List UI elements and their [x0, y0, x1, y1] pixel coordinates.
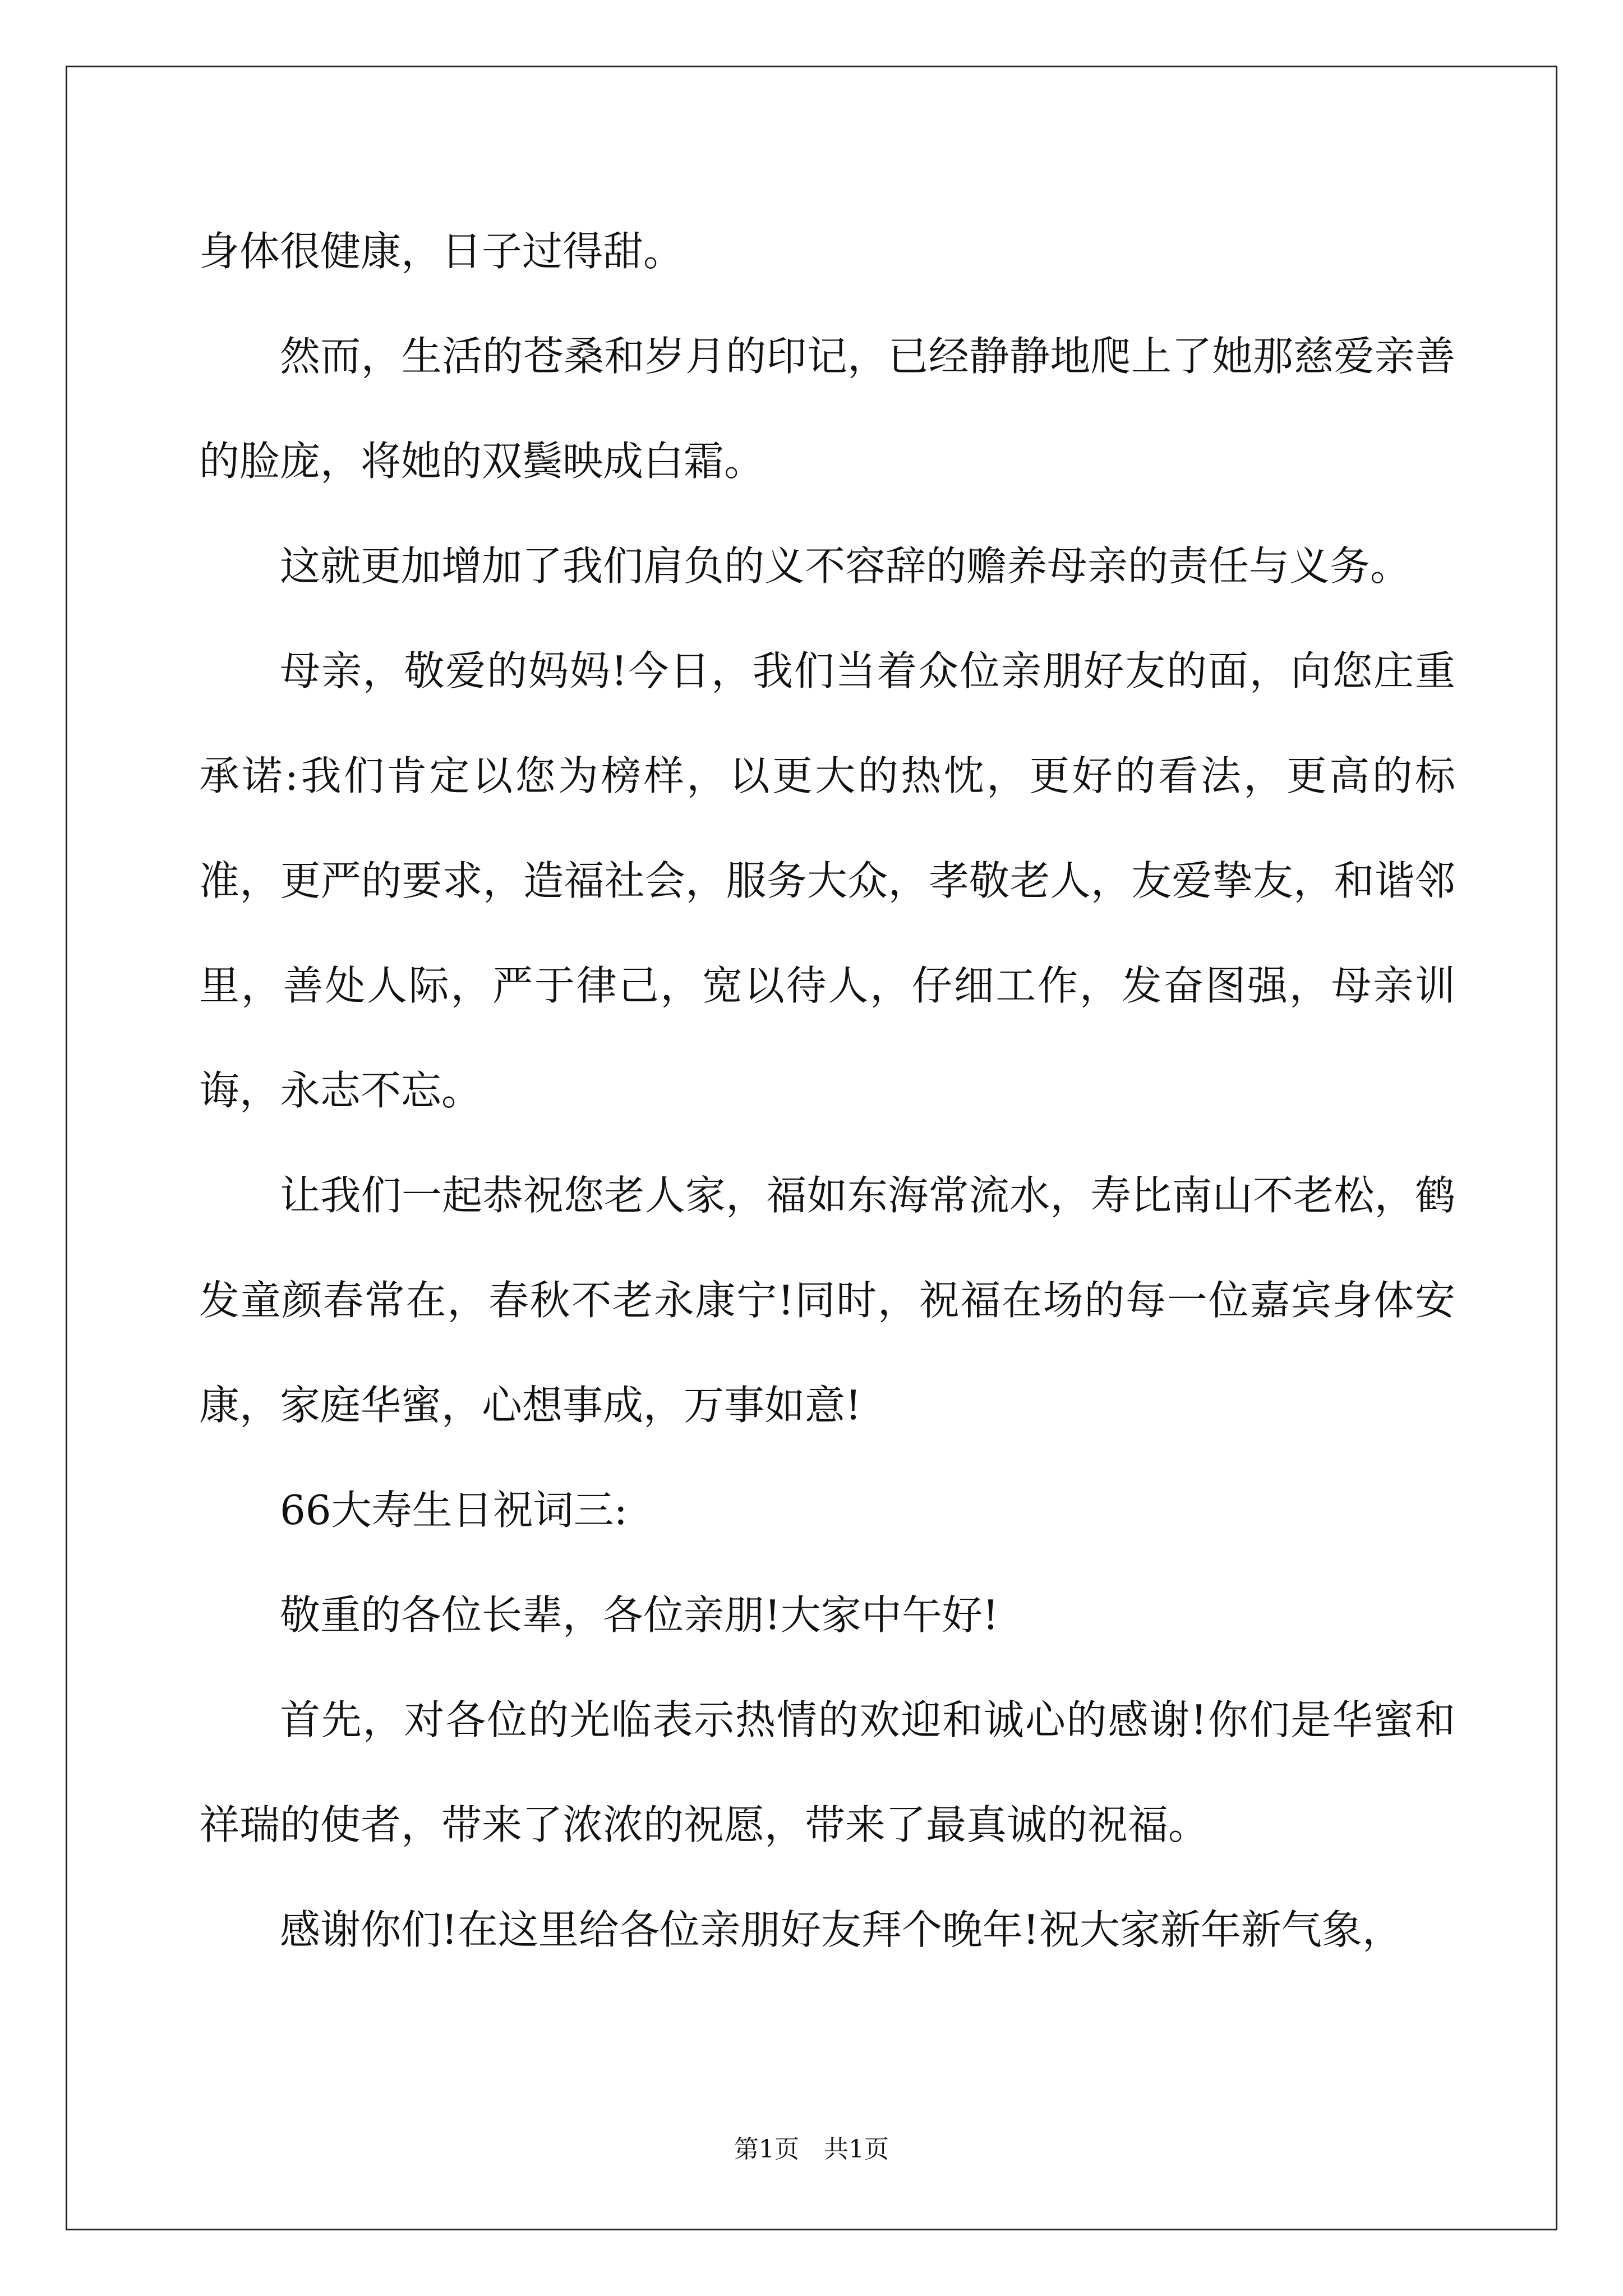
paragraph-2: 然而，生活的苍桑和岁月的印记，已经静静地爬上了她那慈爱亲善的脸庞，将她的双鬓映成白霜。 — [199, 333, 1455, 485]
paragraph-8: 感谢你们!在这里给各位亲朋好友拜个晚年!祝大家新年新气象， — [280, 1906, 1403, 1953]
document-body — [199, 199, 1455, 1982]
paragraph-3: 这就更加增加了我们肩负的义不容辞的赡养母亲的责任与义务。 — [280, 542, 1411, 590]
paragraph-1: 身体很健康，日子过得甜。 — [199, 228, 684, 275]
paragraph-4: 母亲，敬爱的妈妈!今日，我们当着众位亲朋好友的面，向您庄重承诺:我们肯定以您为榜样，以更大的热忱，更好的看法，更高的标准，更严的要求，造福社会，服务大众，孝敬老人，友爱挚友，和谐邻里，善处人际，严于律己，宽以待人，仔细工作，发奋图强，母亲训诲，永志不忘。 — [199, 647, 1455, 1114]
paragraph-7: 首先，对各位的光临表示热情的欢迎和诚心的感谢!你们是华蜜和祥瑞的使者，带来了浓浓的祝愿，带来了最真诚的祝福。 — [199, 1696, 1455, 1848]
page-footer: 第1页 共1页 — [734, 2135, 889, 2164]
paragraph-5: 让我们一起恭祝您老人家，福如东海常流水，寿比南山不老松，鹤发童颜春常在，春秋不老永康宁!同时，祝福在场的每一位嘉宾身体安康，家庭华蜜，心想事成，万事如意! — [199, 1172, 1455, 1429]
section-heading: 66大寿生日祝词三: — [280, 1487, 628, 1534]
paragraph-greeting: 敬重的各位长辈，各位亲朋!大家中午好! — [280, 1591, 999, 1639]
